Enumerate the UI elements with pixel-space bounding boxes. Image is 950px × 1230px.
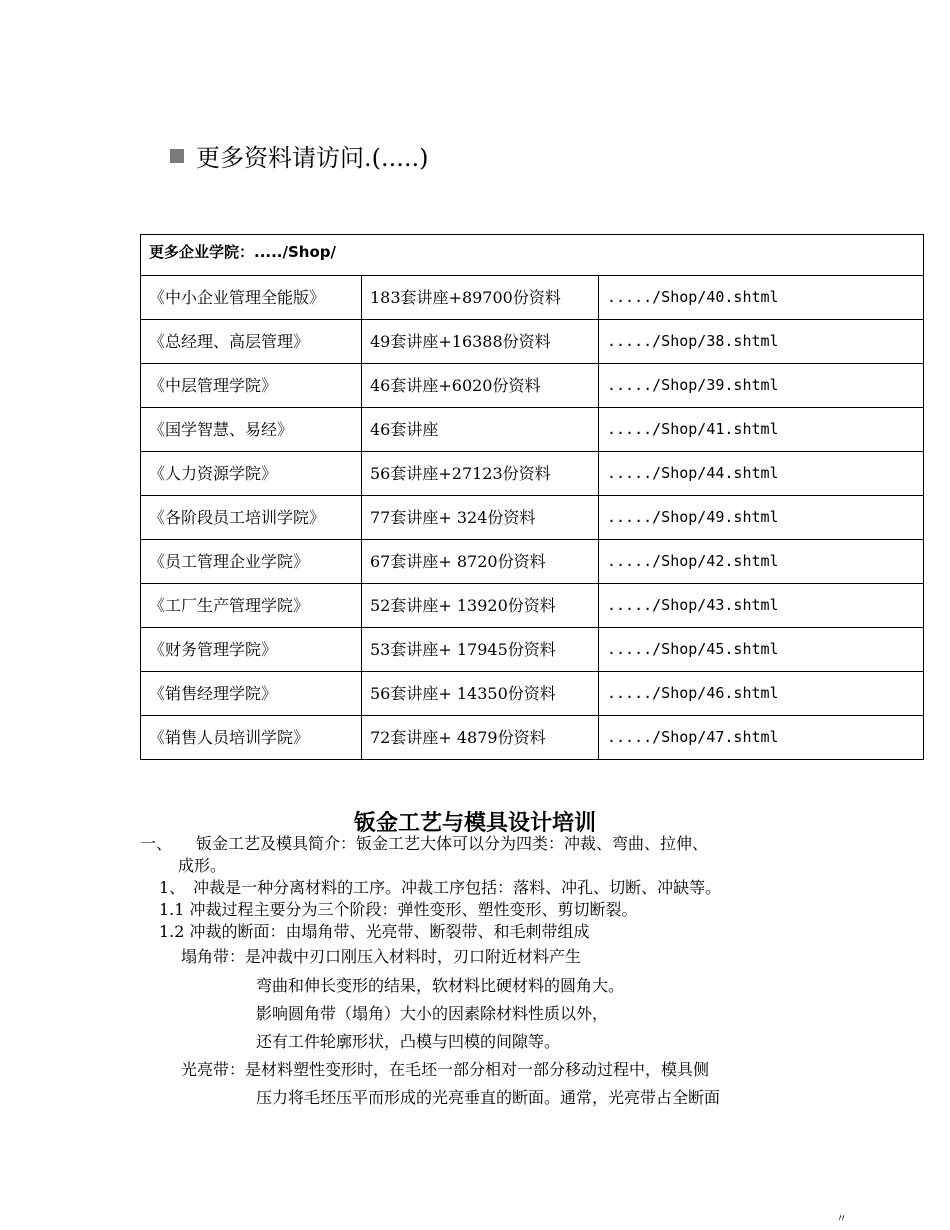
paragraph-line: 影响圆角带（塌角）大小的因素除材料性质以外，	[256, 1004, 609, 1023]
course-content-cell: 53套讲座+ 17945份资料	[362, 628, 599, 672]
course-link-cell: ...../Shop/40.shtml	[599, 276, 924, 320]
course-name-cell: 《国学智慧、易经》	[141, 408, 362, 452]
course-name-cell: 《总经理、高层管理》	[141, 320, 362, 364]
course-content-cell: 49套讲座+16388份资料	[362, 320, 599, 364]
course-link-cell: ...../Shop/39.shtml	[599, 364, 924, 408]
table-row	[141, 276, 924, 320]
page-corner-mark: 〃	[836, 1212, 847, 1225]
table-row	[141, 716, 924, 760]
paragraph-line: 光亮带：是材料塑性变形时，在毛坯一部分相对一部分移动过程中，模具侧	[181, 1060, 710, 1079]
more-info-text: 更多资料请访问.(.....)	[196, 144, 429, 172]
table-row	[141, 540, 924, 584]
paragraph-line: 1、 冲裁是一种分离材料的工序。冲裁工序包括：落料、冲孔、切断、冲缺等。	[159, 878, 722, 897]
table-header-cell: 更多企业学院：...../Shop/	[141, 235, 924, 276]
paragraph-line: 成形。	[178, 856, 227, 875]
paragraph-line: 还有工件轮廓形状，凸模与凹模的间隙等。	[256, 1032, 561, 1051]
course-name-cell: 《中小企业管理全能版》	[141, 276, 362, 320]
course-content-cell: 77套讲座+ 324份资料	[362, 496, 599, 540]
course-content-cell: 46套讲座+6020份资料	[362, 364, 599, 408]
course-link-cell: ...../Shop/43.shtml	[599, 584, 924, 628]
more-info-line	[170, 138, 429, 173]
course-link-cell: ...../Shop/44.shtml	[599, 452, 924, 496]
table-row	[141, 452, 924, 496]
paragraph-line: 一、 钣金工艺及模具简介：钣金工艺大体可以分为四类：冲裁、弯曲、拉伸、	[140, 834, 709, 853]
table-row	[141, 672, 924, 716]
course-name-cell: 《财务管理学院》	[141, 628, 362, 672]
course-name-cell: 《销售经理学院》	[141, 672, 362, 716]
course-name-cell: 《工厂生产管理学院》	[141, 584, 362, 628]
course-content-cell: 183套讲座+89700份资料	[362, 276, 599, 320]
square-bullet-icon	[170, 149, 184, 163]
course-table	[140, 234, 924, 760]
course-link-cell: ...../Shop/49.shtml	[599, 496, 924, 540]
course-name-cell: 《中层管理学院》	[141, 364, 362, 408]
course-name-cell: 《销售人员培训学院》	[141, 716, 362, 760]
table-row	[141, 364, 924, 408]
course-name-cell: 《员工管理企业学院》	[141, 540, 362, 584]
table-row	[141, 408, 924, 452]
table-row	[141, 496, 924, 540]
course-content-cell: 67套讲座+ 8720份资料	[362, 540, 599, 584]
course-name-cell: 《人力资源学院》	[141, 452, 362, 496]
table-header-row	[141, 235, 924, 276]
course-link-cell: ...../Shop/41.shtml	[599, 408, 924, 452]
paragraph-line: 塌角带：是冲裁中刃口刚压入材料时，刃口附近材料产生	[181, 947, 582, 966]
paragraph-line: 1.2 冲裁的断面：由塌角带、光亮带、断裂带、和毛刺带组成	[159, 922, 590, 941]
course-name-cell: 《各阶段员工培训学院》	[141, 496, 362, 540]
course-link-cell: ...../Shop/42.shtml	[599, 540, 924, 584]
course-link-cell: ...../Shop/45.shtml	[599, 628, 924, 672]
course-content-cell: 46套讲座	[362, 408, 599, 452]
paragraph-line: 弯曲和伸长变形的结果，软材料比硬材料的圆角大。	[256, 976, 625, 995]
course-content-cell: 56套讲座+ 14350份资料	[362, 672, 599, 716]
course-content-cell: 52套讲座+ 13920份资料	[362, 584, 599, 628]
paragraph-line: 1.1 冲裁过程主要分为三个阶段：弹性变形、塑性变形、剪切断裂。	[159, 900, 638, 919]
document-title: 钣金工艺与模具设计培训	[353, 811, 596, 836]
table-row	[141, 584, 924, 628]
table-row	[141, 320, 924, 364]
course-content-cell: 56套讲座+27123份资料	[362, 452, 599, 496]
paragraph-line: 压力将毛坯压平而形成的光亮垂直的断面。通常，光亮带占全断面	[256, 1088, 721, 1107]
course-content-cell: 72套讲座+ 4879份资料	[362, 716, 599, 760]
course-link-cell: ...../Shop/46.shtml	[599, 672, 924, 716]
table-row	[141, 628, 924, 672]
course-link-cell: ...../Shop/47.shtml	[599, 716, 924, 760]
course-link-cell: ...../Shop/38.shtml	[599, 320, 924, 364]
